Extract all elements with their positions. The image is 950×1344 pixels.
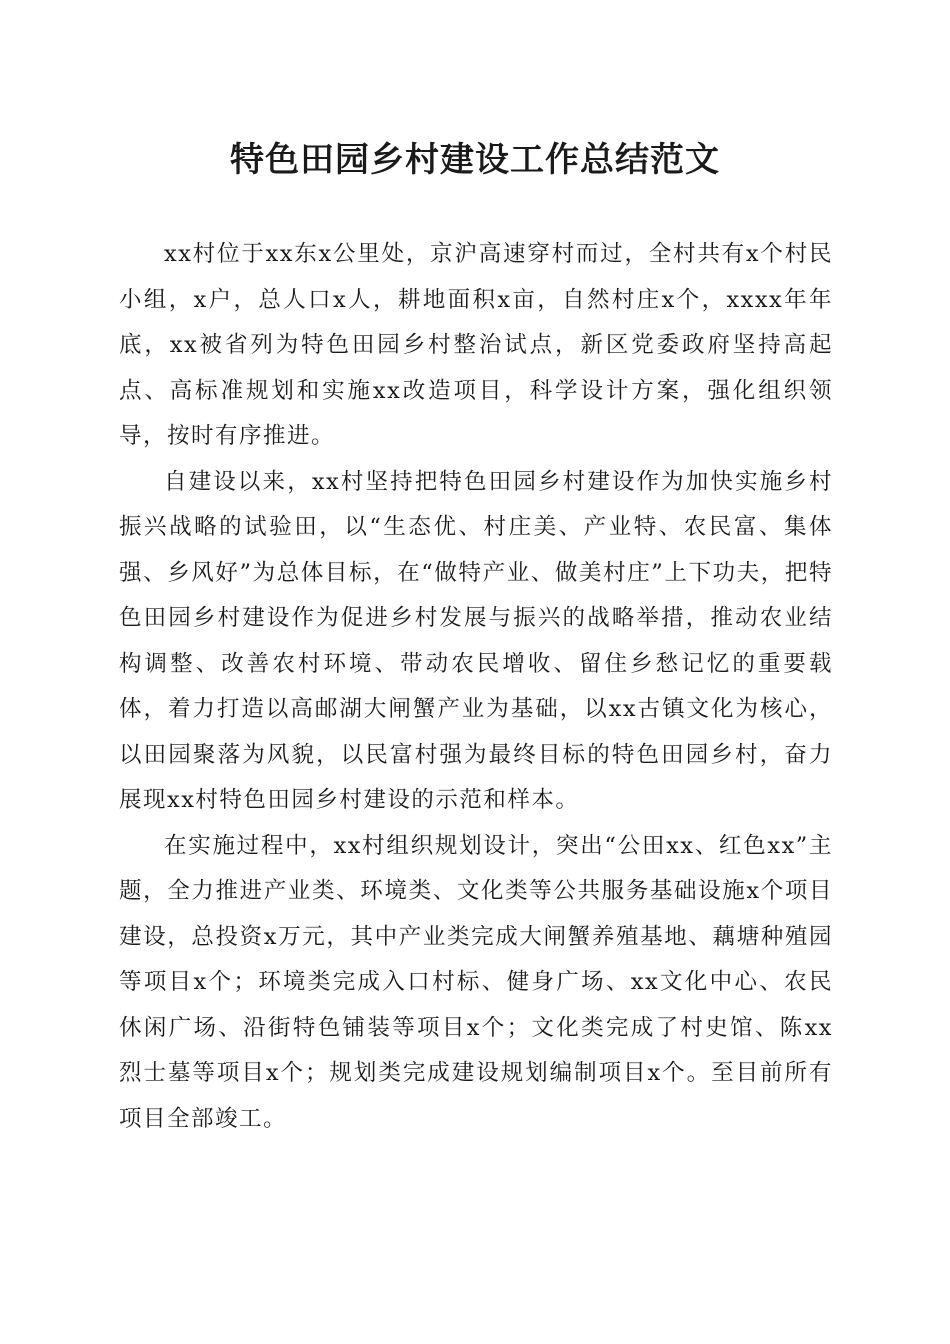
document-body — [119, 232, 833, 1142]
document-title: 特色田园乡村建设工作总结范文 — [230, 140, 720, 180]
paragraph-1: xx村位于xx东x公里处，京沪高速穿村而过，全村共有x个村民小组，x户，总人口x人，耕地面积x亩，自然村庄x个，xxxx年年底，xx被省列为特色田园乡村整治试点，新区党委政府坚持高起点、高标准规划和实施xx改造项目，科学设计方案，强化组织领导，按时有序推进。 — [119, 241, 833, 449]
paragraph-3: 在实施过程中，xx村组织规划设计，突出“公田xx、红色xx”主题，全力推进产业类、环境类、文化类等公共服务基础设施x个项目建设，总投资x万元，其中产业类完成大闸蟹养殖基地、藕塘种殖园等项目x个；环境类完成入口村标、健身广场、xx文化中心、农民休闲广场、沿街特色铺装等项目x个；文化类完成了村史馆、陈xx烈士墓等项目x个；规划类完成建设规划编制项目x个。至目前所有项目全部竣工。 — [119, 832, 833, 1132]
paragraph-2: 自建设以来，xx村坚持把特色田园乡村建设作为加快实施乡村振兴战略的试验田，以“生态优、村庄美、产业特、农民富、集体强、乡风好”为总体目标，在“做特产业、做美村庄”上下功夫，把特色田园乡村建设作为促进乡村发展与振兴的战略举措，推动农业结构调整、改善农村环境、带动农民增收、留住乡愁记忆的重要载体，着力打造以高邮湖大闸蟹产业为基础，以xx古镇文化为核心，以田园聚落为风貌，以民富村强为最终目标的特色田园乡村，奋力展现xx村特色田园乡村建设的示范和样本。 — [119, 468, 833, 813]
